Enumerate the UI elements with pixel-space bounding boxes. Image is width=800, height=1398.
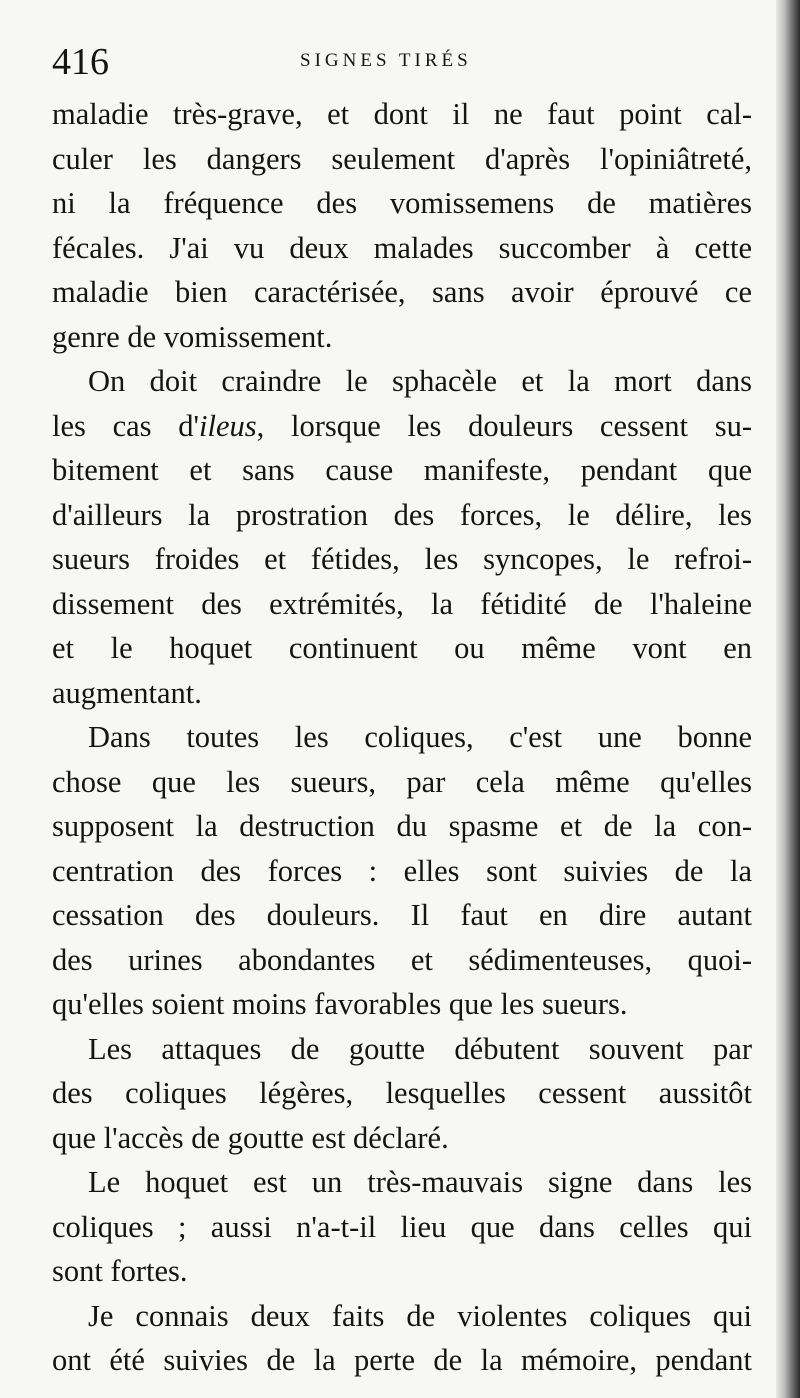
- text-line: augmentant.: [52, 675, 202, 710]
- text-line: maladie très-grave, et dont il ne faut point cal-: [52, 97, 752, 131]
- page-edge-shadow: [776, 0, 800, 1398]
- text-line: supposent la destruction du spasme et de la con-: [52, 809, 752, 843]
- text-line: ont été suivies de la perte de la mémoire, pendant: [52, 1343, 752, 1377]
- text-line: centration des forces : elles sont suivies de la: [52, 853, 752, 888]
- text-line: Les attaques de goutte débutent souvent par: [88, 1031, 752, 1066]
- text-line: des urines abondantes et sédimenteuses, quoi-: [52, 942, 752, 977]
- text-line: et le hoquet continuent ou même vont en: [52, 631, 752, 665]
- text-segment: , lorsque les douleurs cessent su-: [256, 408, 752, 443]
- text-line: fécales. J'ai vu deux malades succomber à cette: [52, 230, 752, 265]
- text-line: Dans toutes les coliques, c'est une bonne: [88, 720, 752, 754]
- text-line: genre de vomissement.: [52, 319, 333, 354]
- text-line: maladie bien caractérisée, sans avoir éprouvé ce: [52, 275, 752, 309]
- body-text: [52, 92, 752, 1383]
- text-line: culer les dangers seulement d'après l'opiniâtreté,: [52, 141, 752, 176]
- text-line: dissement des extrémités, la fétidité de l'haleine: [52, 586, 752, 621]
- text-segment: les cas d': [52, 408, 200, 443]
- page-header: [52, 40, 742, 84]
- text-line: On doit craindre le sphacèle et la mort dans: [88, 364, 752, 398]
- running-head: SIGNES TIRÉS: [300, 50, 472, 71]
- text-line: bitement et sans cause manifeste, pendant que: [52, 453, 752, 487]
- text-line: coliques ; aussi n'a-t-il lieu que dans celles qui: [52, 1209, 752, 1244]
- text-line: [52, 404, 752, 449]
- text-line: qu'elles soient moins favorables que les sueurs.: [52, 987, 628, 1021]
- text-line: cessation des douleurs. Il faut en dire autant: [52, 898, 752, 932]
- italic-term: ileus: [199, 408, 257, 443]
- text-line: d'ailleurs la prostration des forces, le délire, les: [52, 497, 752, 532]
- text-line: Je connais deux faits de violentes coliques qui: [88, 1298, 752, 1333]
- text-line: Le hoquet est un très-mauvais signe dans les: [88, 1165, 752, 1199]
- text-line: sont fortes.: [52, 1254, 188, 1288]
- text-line: ni la fréquence des vomissemens de matières: [52, 186, 752, 220]
- text-line: que l'accès de goutte est déclaré.: [52, 1120, 449, 1155]
- text-line: des coliques légères, lesquelles cessent aussitôt: [52, 1076, 752, 1110]
- text-line: chose que les sueurs, par cela même qu'elles: [52, 764, 752, 799]
- text-line: sueurs froides et fétides, les syncopes, le refroi-: [52, 542, 752, 576]
- page-number: 416: [52, 41, 109, 83]
